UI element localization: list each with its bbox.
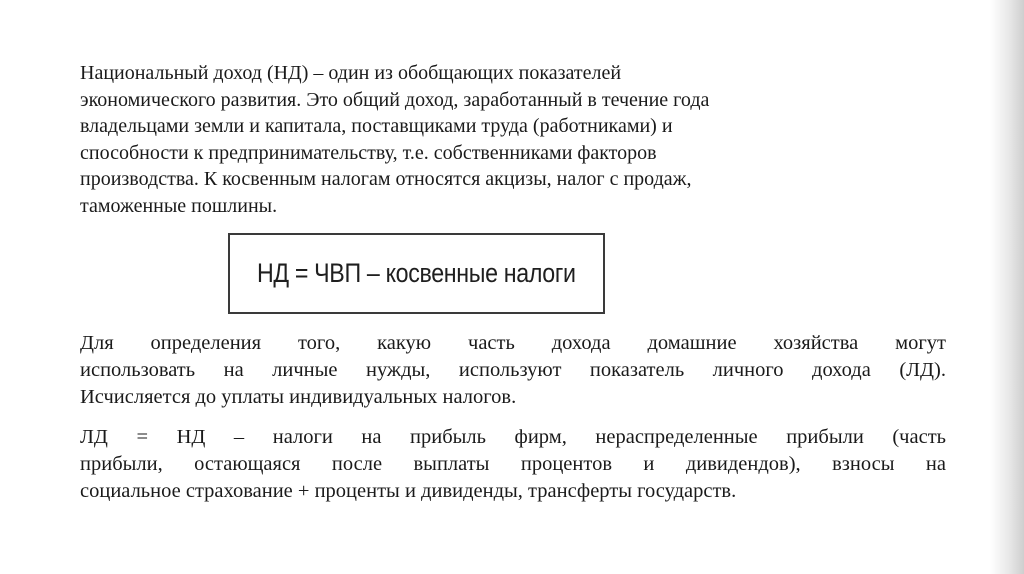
text-line: Национальный доход (НД) – один из обобщающих показателей <box>80 62 622 84</box>
text-line: ЛД = НД – налоги на прибыль фирм, нераспределенные прибыли (часть <box>80 426 946 448</box>
national-income-definition <box>80 60 900 219</box>
personal-income-definition <box>80 330 946 411</box>
text-line: Для определения того, какую часть дохода домашние хозяйства могут <box>80 332 946 354</box>
text-line: прибыли, остающаяся после выплаты процентов и дивидендов), взносы на <box>80 453 946 475</box>
national-income-formula: НД = ЧВП – косвенные налоги <box>257 258 576 288</box>
text-line: экономического развития. Это общий доход, заработанный в течение года <box>80 88 710 111</box>
text-line: использовать на личные нужды, используют показатель личного дохода (ЛД). <box>80 359 946 381</box>
text-line: производства. К косвенным налогам относятся акцизы, налог с продаж, <box>80 168 692 190</box>
text-line: таможенные пошлины. <box>80 194 278 217</box>
text-line: способности к предпринимательству, т.е. собственниками факторов <box>80 141 657 164</box>
personal-income-formula <box>80 424 946 505</box>
slide-edge-shadow <box>990 0 1024 574</box>
text-line: Исчисляется до уплаты индивидуальных налогов. <box>80 386 517 408</box>
national-income-formula-box <box>228 233 605 314</box>
text-line: социальное страхование + проценты и дивиденды, трансферты государств. <box>80 480 737 502</box>
text-line: владельцами земли и капитала, поставщиками труда (работниками) и <box>80 115 673 137</box>
